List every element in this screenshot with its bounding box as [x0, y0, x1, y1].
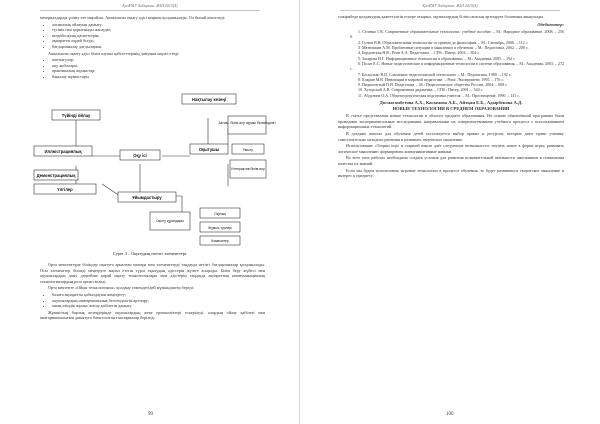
references-title: Әдебиеттер: — [537, 21, 564, 27]
list-item: • оқушылардың шығармашылық белсенділігін арттыру; — [52, 298, 265, 304]
body-paragraph: Если мы будем использовать игровые технологии в процессе обучения, то будет развиваться творческое мышление и интерес к предмету. — [338, 167, 564, 179]
figure-caption: Сурет 3 – Оқытудың негізгі элементтері. — [112, 251, 188, 256]
body-paragraph: Во всех этих работах необходимо создать условия для развития познавательной активности школьников и повышения качества их знаний. — [338, 155, 564, 166]
diagram-node-nagyzy: Нақтылау кезеңі — [191, 97, 227, 102]
reference-item: 7. Беспалько В.П. Слагаемые педагогической технологии. – М.: Педагогика, 1989. – 192 с. — [358, 71, 512, 77]
page-number-right: 100 — [446, 412, 454, 417]
body-paragraph: Орта мектептерде білімдер оқытуға арналған мазмұн мен элементтерді таңдауда негізгі бағдарламалар қолданылады. Осы элементтер білімді меңгеруге ықпал ететін түрлі оқытудың әдістерін жүзеге асырады. Білім беру жүйесі мен оқушылардың даму деңгейіне қарай оқыту технологиялары мен әдістерін таңдауда ақпараттық коммуникациялық технологиялардың рөлі артып келеді. — [40, 262, 265, 284]
body-paragraph: В статье представлены новые технологии в области среднего образования. На основе обновлённой программы были проведены экспериментальные исследования, направленные на совершенствование учебного процесса с использованием информационных технологий. — [338, 113, 564, 130]
body-paragraph: Орта мектепте «Ойын технологиясы» қолдану төмендегідей мүмкіндіктер береді: — [48, 285, 194, 291]
reference-item: 8. Кларин М.В. Инновации в мировой педагогике. – Рига: Эксперимент, 1995. – 176 с. — [358, 76, 505, 82]
right-page — [300, 0, 600, 424]
body-paragraph: Жұмыстың барлық кезеңдерінде оқушылардың жеке ерекшеліктері ескеріледі, олардың ойлау қабілеті мен шығармашылығын дамытуға бағытталған тапсырмалар беріледі. — [40, 309, 265, 321]
right-text-block — [338, 14, 564, 180]
diagram-node-uliger: Үлгілер — [57, 187, 73, 192]
reference-item: 2. Гузеев В.В. Образовательная технология: от приема до философии. – М.: Сентябрь, 2006. – 112 с. — [358, 39, 529, 45]
left-body-text-block — [40, 262, 265, 322]
diagram-node-okytu-kuraldar: Оқыту құралдары — [156, 219, 184, 223]
reference-item: 11. Абдулина О.А. Общепедагогическая подготовка учителя. – М.: Просвещение, 1990. – 141 с. — [358, 92, 521, 98]
reference-item: 6. Полат Е.С. Новые педагогические и информационные технологии в системе образования. – М.: Академия, 2003. – 272 с. — [350, 60, 564, 72]
diagram-node-tuiindi: Түйінді ойлау — [61, 113, 91, 118]
left-bottom-list — [40, 292, 265, 309]
teaching-elements-diagram — [32, 88, 276, 246]
list-item: • оның өзіндік жұмыс жасау қабілетін дамыту. — [52, 303, 265, 309]
diagram-node-okytu-isi: Оқу ісі — [133, 153, 147, 158]
list-item: • балаға ақпаратты қабылдауын жеңілдету; — [52, 292, 265, 298]
left-mid-list — [40, 57, 265, 79]
right-top-text: тәжірибеде қолданудың қажеттілігін ескере отырып, оқушылардың білім сапасын арттыруға болатыны анықталды. — [338, 14, 544, 19]
right-page-header: ҚазҰМУ Хабаршы. ЖШ 2015(4) — [422, 3, 478, 8]
left-mid-text: Ашылмалы оқыту әдісі білім алушы қабілеттерінің дамуына ықпал етеді: — [48, 50, 180, 56]
left-top-text-block — [40, 15, 265, 81]
reference-item: 9. Пидкасистый П.И. Педагогика. – М.: Педагогическое общество России, 2004. – 608 с. — [358, 82, 509, 88]
diagram-node-demonstr: Демонстрациялық — [36, 173, 76, 178]
reference-item: 10. Хуторской А.В. Современная дидактика. – СПб.: Питер, 2001. – 544 с. — [358, 87, 484, 93]
diagram-node-kompyuter: Компьютер — [211, 239, 229, 243]
diagram-node-illustratsiya: Иллюстрациялық — [44, 149, 82, 154]
left-header-rule — [40, 10, 260, 11]
list-item: • практикалық жұмыстар; — [52, 68, 265, 74]
list-item: • бағдарламалау дағдыларын. — [52, 44, 265, 50]
reference-item: 3. Матюшкин А.М. Проблемные ситуации в мышлении и обучении. – М.: Педагогика, 2002. – 208 с. — [358, 45, 529, 51]
list-item: • оқу жобалары; — [52, 63, 265, 69]
list-item: • кездейсоқтық қасиеттерін; — [52, 33, 265, 39]
list-item: • түсінік пен қорытынды жасауды; — [52, 27, 265, 33]
list-item: • бақылау жұмыстары. — [52, 74, 265, 80]
article-authors: Досмагамбетова А.Х., Касымова А.Б., Айтқан Е.Б., Адырбекова А.Д. — [379, 100, 523, 106]
body-paragraph: Использование «Теории игр» в старшей школе даёт следующие возможности: изучать новое в форме игры; развивать логическое мышление; формировать коммуникативные навыки. — [338, 143, 564, 154]
diagram-node-interaktiv: Интерактив білім алу — [231, 167, 265, 171]
diagram-node-zhamaly: Жұмыс түрлері — [208, 226, 232, 230]
reference-item: 5. Захарова И.Г. Информационные технологии в образовании. – М.: Академия, 2005. – 192 с. — [358, 55, 516, 61]
diagram-node-box — [228, 116, 266, 134]
diagram-node-umytu: Ұмыту — [243, 148, 253, 152]
page-number-left: 99 — [148, 412, 153, 417]
reference-item: 1. Селевко Г.К. Современные образовательные технологии: учебное пособие. – М.: Народное образование, 2008. – 256 б. — [350, 29, 564, 40]
diagram-node-kozgaly: Оқытушы — [198, 147, 220, 152]
diagram-node-uikastyr: Ұйымдастыру — [132, 195, 162, 200]
right-header-rule — [340, 10, 560, 11]
references-list — [338, 29, 564, 98]
article-title: НОВЫЕ ТЕХНОЛОГИИ В СРЕДНЕМ ОБРАЗОВАНИИ — [392, 105, 510, 111]
diagram-node-aktiv: Актив - білім алу оқушы белсенділігі — [218, 121, 276, 125]
diagram-node-okulyk: Оқулық — [214, 212, 226, 216]
list-item: • логикалық ойлауын дамыту; — [52, 22, 265, 28]
reference-item: 4. Бордовская Н.В., Реан А.А. Педагогика. – СПб.: Питер, 2003. – 304 с. — [358, 50, 481, 56]
left-top-text: материалдарды ұсыну өте ыңғайлы. Ашылмалы оқыту әдісі кеңінен қолданылады. Ол былай жіктеледі: — [40, 15, 226, 20]
left-top-list — [40, 22, 265, 50]
left-page-header: ҚазҰМУ Хабаршы. ЖШ 2015(4) — [122, 3, 178, 8]
list-item: • жаттығулар; — [52, 57, 265, 63]
body-paragraph: В средних школах для обучения детей используется выбор правил и ресурсов, которые дают право ученику самостоятельно находить решения и развивать творческое мышление. — [338, 131, 564, 142]
list-item: • ақпаратты өңдей білуді; — [52, 38, 265, 44]
